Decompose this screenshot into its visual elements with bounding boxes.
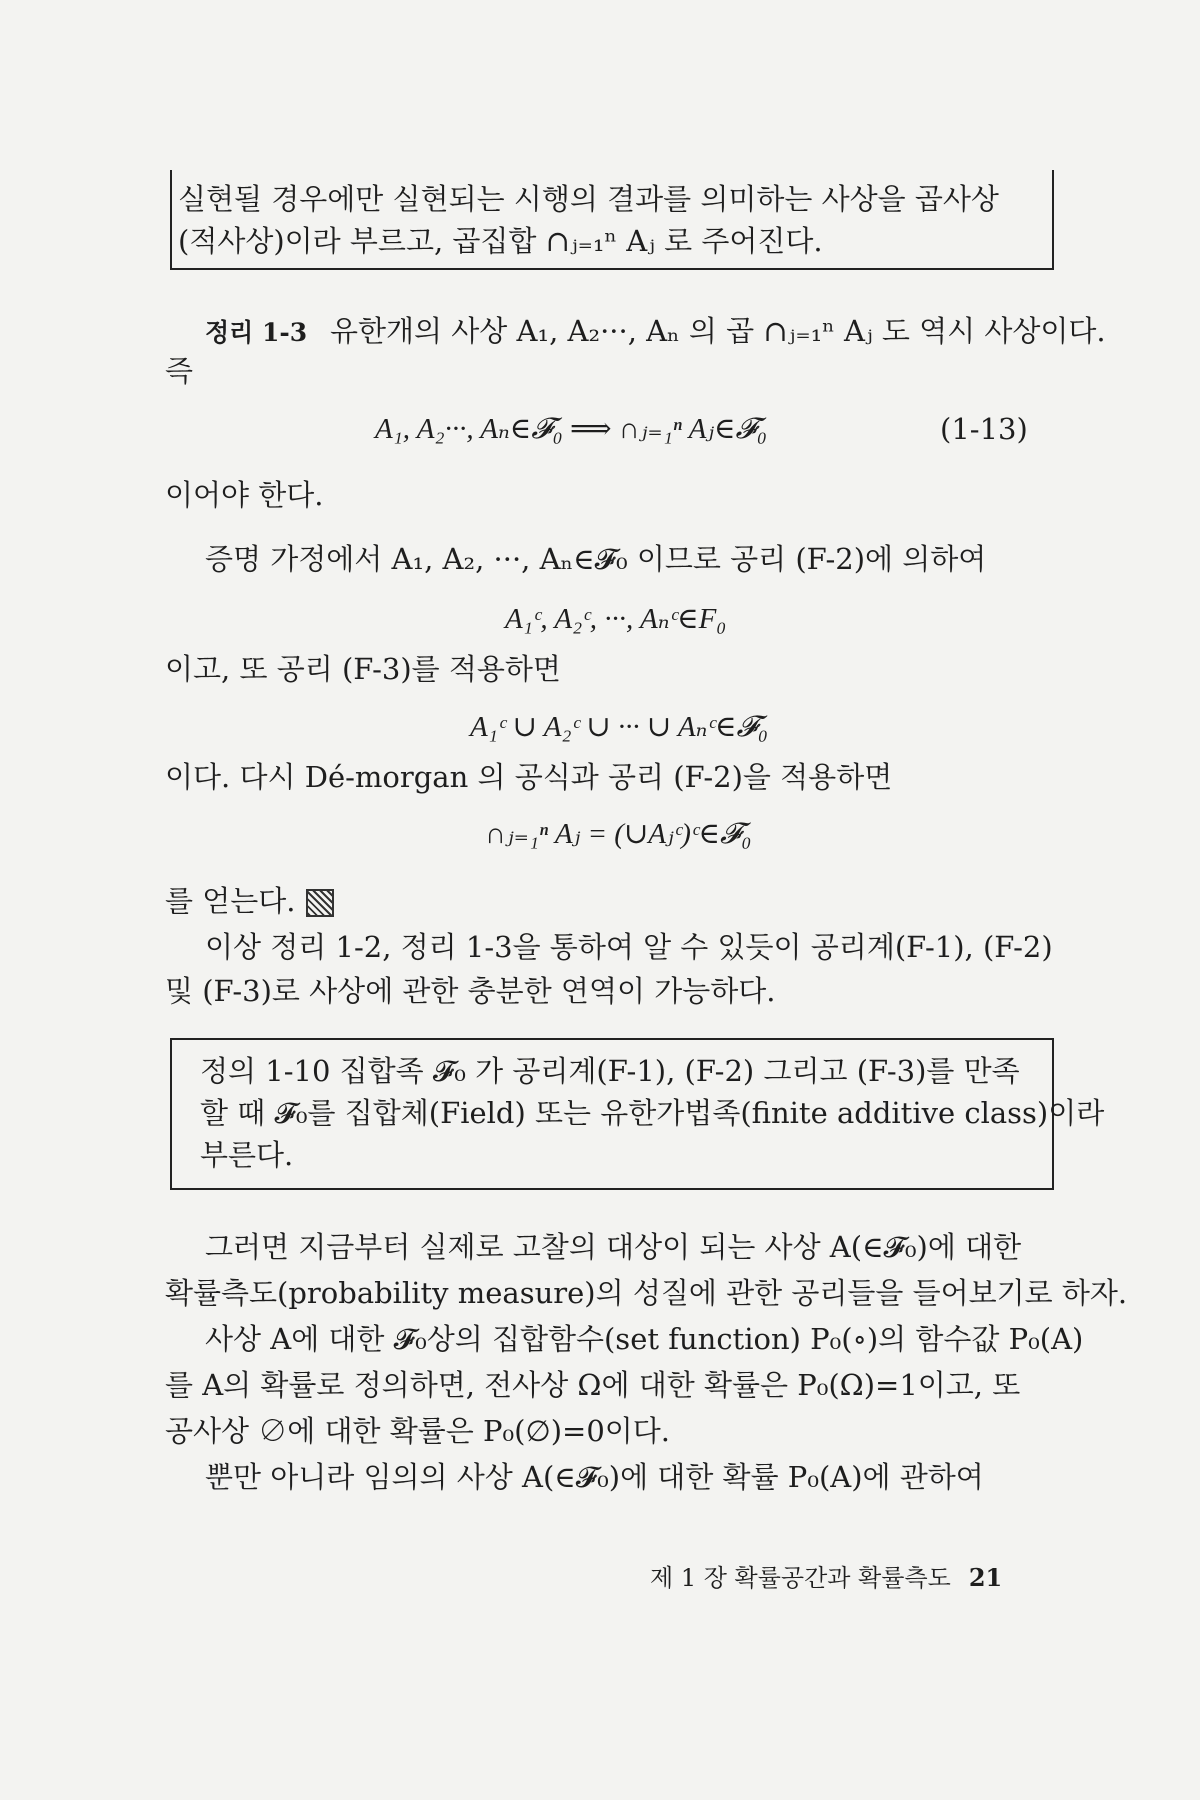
proof-eq3: ∩ⱼ₌₁ⁿ Aⱼ = (∪Aⱼᶜ)ᶜ∈𝓕₀ [485,818,752,850]
proof-line1: 증명 가정에서 A₁, A₂, ···, Aₙ∈𝓕₀ 이므로 공리 (F-2)에 의하여 [205,542,987,576]
definition-line3: 부른다. [200,1138,294,1172]
body-line2: 확률측도(probability measure)의 성질에 관한 공리들을 들어보기로 하자. [165,1276,1128,1310]
qed-mark-icon [306,889,334,917]
box-top-line1: 실현될 경우에만 실현되는 시행의 결과를 의미하는 사상을 곱사상 [178,182,999,216]
definition-line1: 정의 1-10 집합족 𝓕₀ 가 공리계(F-1), (F-2) 그리고 (F-3)를 만족 [200,1054,1020,1088]
proof-conclusion: 를 얻는다. [165,884,296,918]
proof-para1: 이상 정리 1-2, 정리 1-3을 통하여 알 수 있듯이 공리계(F-1), (F-2) [205,930,1053,964]
theorem-line1: 유한개의 사상 A₁, A₂···, Aₙ 의 곱 ∩ⱼ₌₁ⁿ Aⱼ 도 역시 사상이다. [330,314,1106,348]
theorem-equation: A₁, A₂···, Aₙ∈𝓕₀ ⟹ ∩ⱼ₌₁ⁿ Aⱼ∈𝓕₀ [375,413,767,445]
theorem-line2: 즉 [165,354,194,388]
page-footer [650,1558,1002,1593]
equation-number: (1-13) [940,412,1028,446]
chapter-title: 제 1 장 확률공간과 확률측도 [650,1564,951,1592]
proof-line4 [165,882,334,920]
body-line6: 뿐만 아니라 임의의 사상 A(∈𝓕₀)에 대한 확률 P₀(A)에 관하여 [205,1460,984,1494]
proof-eq2: A₁ᶜ ∪ A₂ᶜ ∪ ··· ∪ Aₙᶜ∈𝓕₀ [470,711,768,743]
body-line3: 사상 A에 대한 𝓕₀상의 집합함수(set function) P₀(∘)의 함수값 P₀(A) [205,1322,1084,1356]
box-top-line2: (적사상)이라 부르고, 곱집합 ∩ⱼ₌₁ⁿ Aⱼ 로 주어진다. [178,224,823,258]
proof-line2: 이고, 또 공리 (F-3)를 적용하면 [165,652,561,686]
definition-line2: 할 때 𝓕₀를 집합체(Field) 또는 유한가법족(finite additive class)이라 [200,1096,1105,1130]
body-line5: 공사상 ∅에 대한 확률은 P₀(∅)=0이다. [165,1414,671,1448]
body-line4: 를 A의 확률로 정의하면, 전사상 Ω에 대한 확률은 P₀(Ω)=1이고, 또 [165,1368,1021,1402]
proof-line3: 이다. 다시 Dé-morgan 의 공식과 공리 (F-2)을 적용하면 [165,760,893,794]
theorem-line3: 이어야 한다. [165,478,324,512]
body-line1: 그러면 지금부터 실제로 고찰의 대상이 되는 사상 A(∈𝓕₀)에 대한 [205,1230,1022,1264]
page-number: 21 [968,1563,1003,1592]
proof-eq1: A₁ᶜ, A₂ᶜ, ···, Aₙᶜ∈F₀ [505,603,727,635]
theorem-heading [205,312,307,352]
theorem-label: 정리 1-3 [205,318,308,347]
proof-para2: 및 (F-3)로 사상에 관한 충분한 연역이 가능하다. [165,974,776,1008]
